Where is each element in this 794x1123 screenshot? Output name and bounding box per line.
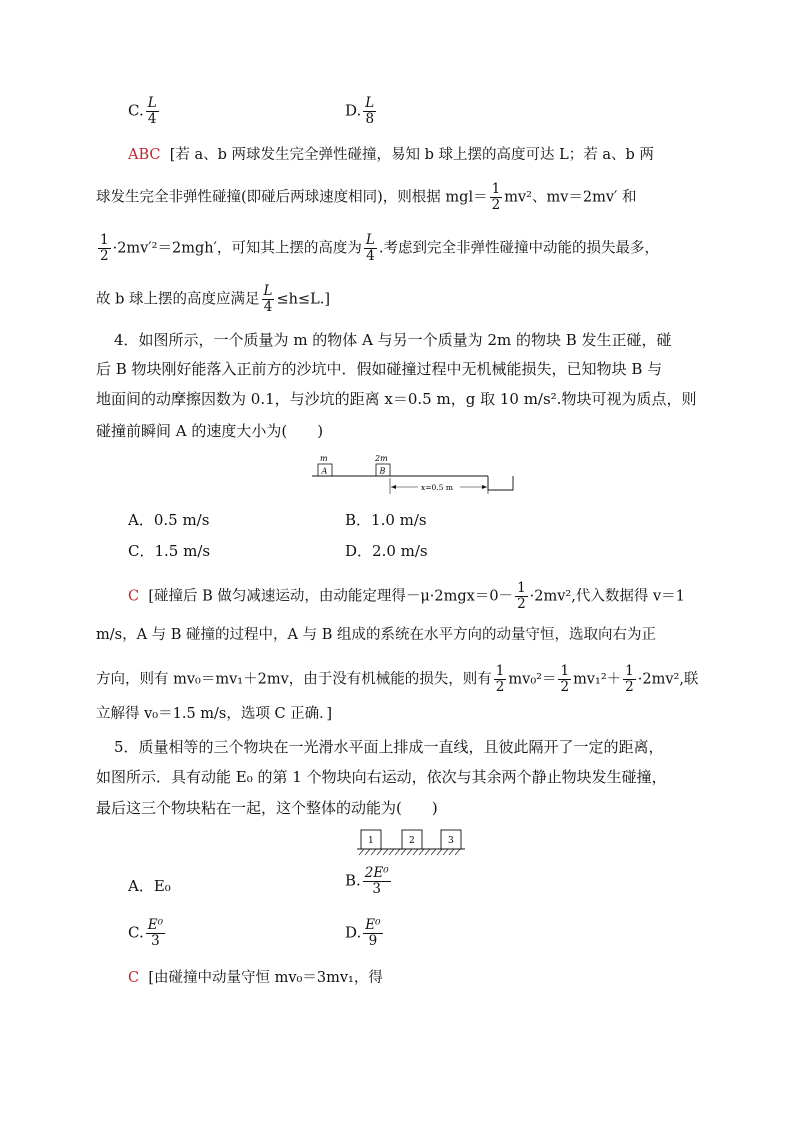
q4-option-d: D．2.0 m/s bbox=[345, 542, 428, 560]
q5-ground-hatch bbox=[359, 849, 460, 855]
q4-figure-sandpit bbox=[310, 450, 520, 496]
q4-stem-line1: 4．如图所示，一个质量为 m 的物体 A 与另一个质量为 2m 的物块 B 发生正碰，碰 bbox=[114, 331, 672, 349]
q4-label-m: m bbox=[320, 454, 328, 463]
q4-stem-line4: 碰撞前瞬间 A 的速度大小为( ) bbox=[96, 422, 324, 440]
q3-answer: ABC bbox=[128, 147, 161, 163]
q5-label-2: 2 bbox=[409, 836, 415, 846]
q3-explanation-line2: 球发生完全非弹性碰撞(即碰后两球速度相同)，则根据 mgl＝ $\frac{1}{2}$ mv²、mv＝2mv′ 和 bbox=[96, 181, 637, 213]
q5-figure-blocks bbox=[355, 826, 467, 858]
q4-label-b: B bbox=[379, 466, 386, 476]
q3-option-d-fraction: $\frac{L}{8}$ bbox=[365, 95, 375, 127]
q4-explanation-line1: C [碰撞后 B 做匀减速运动，由动能定理得－μ·2mgx＝0－ $\frac{1}{2}$ ·2mv²,代入数据得 v＝1 bbox=[128, 580, 685, 612]
q4-label-x: x=0.5 m bbox=[421, 483, 453, 492]
q4-stem-line3: 地面间的动摩擦因数为 0.1，与沙坑的距离 x＝0.5 m，g 取 10 m/s².物块可视为质点，则 bbox=[96, 390, 697, 408]
q4-label-2m: 2m bbox=[375, 454, 388, 463]
q5-label-1: 1 bbox=[368, 836, 374, 846]
q3-option-c: C. $\frac{L}{4}$ bbox=[128, 95, 157, 127]
q5-answer: C bbox=[128, 970, 140, 986]
q4-explanation-line3: 方向，则有 mv₀＝mv₁＋2mv，由于没有机械能的损失，则有 $\frac{1}{2}$ mv₀²＝ $\frac{1}{2}$ mv₁²＋ $\frac{1}{2}$ ·2mv²,联 bbox=[96, 663, 699, 695]
q5-option-a: A．E₀ bbox=[128, 877, 171, 895]
q3-explanation-line1: ABC [若 a、b 两球发生完全弹性碰撞，易知 b 球上摆的高度可达 L；若 a、b 两 bbox=[128, 147, 654, 163]
q5-label-3: 3 bbox=[448, 836, 454, 846]
q4-option-c: C．1.5 m/s bbox=[128, 542, 211, 560]
q5-option-c: C. $\frac{\text{E⁰}}{3}$ bbox=[128, 917, 163, 949]
q5-stem-line2: 如图所示．具有动能 E₀ 的第 1 个物块向右运动，依次与其余两个静止物块发生碰撞， bbox=[96, 768, 667, 786]
q5-stem-line3: 最后这三个物块粘在一起，这个整体的动能为( ) bbox=[96, 799, 438, 817]
q4-option-b: B．1.0 m/s bbox=[345, 511, 427, 529]
q3-explanation-line4: 故 b 球上摆的高度应满足 $\frac{L}{4}$ ≤h≤L.] bbox=[96, 283, 331, 315]
q5-stem-line1: 5．质量相等的三个物块在一光滑水平面上排成一直线，且彼此隔开了一定的距离， bbox=[114, 738, 664, 756]
q4-explanation-line4: 立解得 v₀＝1.5 m/s，选项 C 正确．] bbox=[96, 706, 333, 722]
q3-option-d: D. $\frac{L}{8}$ bbox=[345, 95, 375, 127]
q4-option-a: A．0.5 m/s bbox=[128, 511, 210, 529]
q3-explanation-line3: $\frac{1}{2}$ ·2mv′²＝2mgh′，可知其上摆的高度为 $\frac{L}{4}$ .考虑到完全非弹性碰撞中动能的损失最多， bbox=[100, 232, 659, 264]
q4-label-a: A bbox=[321, 466, 328, 476]
q4-answer: C bbox=[128, 588, 140, 605]
q4-explanation-line2: m/s，A 与 B 碰撞的过程中，A 与 B 组成的系统在水平方向的动量守恒，选取向右为正 bbox=[96, 627, 656, 643]
q5-explanation-line1: C [由碰撞中动量守恒 mv₀＝3mv₁，得 bbox=[128, 970, 383, 986]
q4-stem-line2: 后 B 物块刚好能落入正前方的沙坑中．假如碰撞过程中无机械能损失，已知物块 B 与 bbox=[96, 360, 663, 378]
q5-option-d: D. $\frac{\text{E⁰}}{9}$ bbox=[345, 917, 381, 949]
q3-option-c-fraction: $\frac{L}{4}$ bbox=[147, 95, 157, 127]
q5-option-b: B. $\frac{\text{2E⁰}}{3}$ bbox=[345, 865, 389, 897]
q4-sand-pit bbox=[488, 476, 513, 490]
